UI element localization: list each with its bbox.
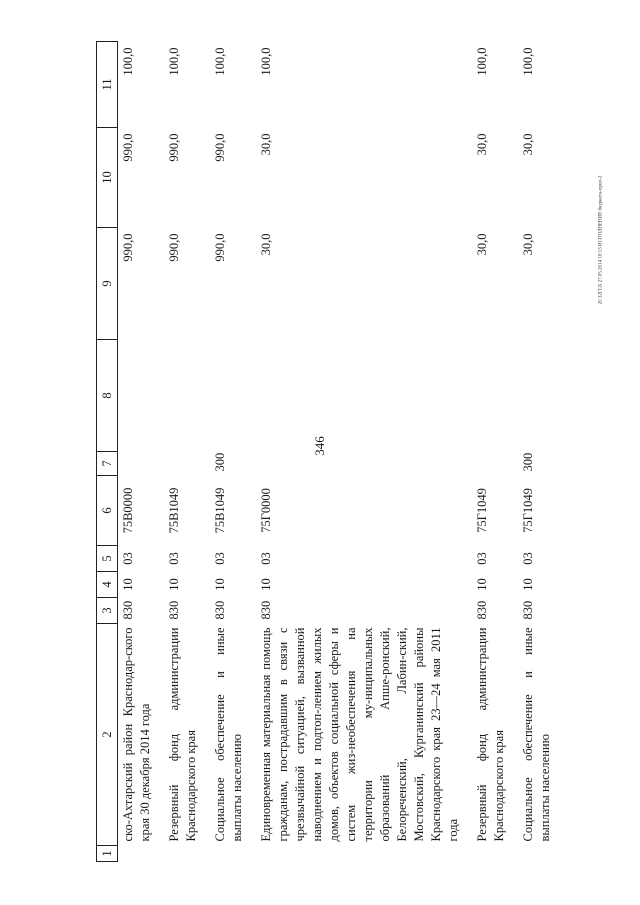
header-cell: 6	[97, 476, 118, 546]
budget-table	[96, 41, 554, 862]
row-value-cell	[462, 452, 508, 476]
row-value-cell: 990,0	[121, 133, 135, 162]
row-value-cell: 300	[521, 452, 535, 472]
row-value-cell	[154, 340, 200, 452]
row-value-cell: 30,0	[259, 233, 273, 256]
row-value-cell: 830	[521, 600, 535, 620]
row-name-cell: ско-Ахтарский район Краснодар-ского края 30 декабря 2014 года	[121, 627, 152, 842]
table-row	[154, 42, 200, 862]
header-cell: 9	[97, 228, 118, 340]
row-value-cell: 75Г1049	[475, 488, 489, 533]
row-spacer-cell	[246, 846, 462, 862]
table-row	[246, 42, 462, 862]
row-value-cell: 990,0	[213, 233, 227, 262]
row-value-cell: 75Г1049	[521, 488, 535, 533]
header-cell: 8	[97, 340, 118, 452]
row-name-cell: Социальное обеспечение и иные выплаты населению	[213, 627, 244, 842]
row-value-cell: 830	[259, 600, 273, 620]
row-value-cell: 990,0	[167, 133, 181, 162]
row-value-cell: 30,0	[259, 133, 273, 156]
row-value-cell: 03	[167, 552, 181, 565]
row-value-cell	[508, 340, 554, 452]
row-name-cell: Резервный фонд администрации Краснодарского края	[167, 627, 198, 842]
row-value-cell: 830	[213, 600, 227, 620]
rotated-budget-table-page	[96, 42, 626, 862]
row-value-cell: 30,0	[475, 233, 489, 256]
table-row	[200, 42, 246, 862]
row-value-cell: 990,0	[213, 133, 227, 162]
header-cell: 4	[97, 572, 118, 598]
row-value-cell: 75В1049	[167, 487, 181, 534]
row-value-cell: 830	[121, 600, 135, 620]
header-cell: 7	[97, 452, 118, 476]
row-value-cell	[462, 340, 508, 452]
row-value-cell: 100,0	[213, 47, 227, 76]
row-value-cell: 100,0	[521, 47, 535, 76]
table-row	[462, 42, 508, 862]
row-value-cell: 03	[121, 552, 135, 565]
row-spacer-cell	[200, 846, 246, 862]
header-cell: 11	[97, 42, 118, 128]
header-cell: 10	[97, 128, 118, 228]
header-cell: 1	[97, 846, 118, 862]
row-spacer-cell	[462, 846, 508, 862]
row-value-cell: 03	[259, 552, 273, 565]
row-name-cell: Резервный фонд администрации Краснодарского края	[475, 627, 506, 842]
row-value-cell: 830	[167, 600, 181, 620]
row-value-cell: 03	[521, 552, 535, 565]
page-number: 346	[312, 436, 327, 456]
row-value-cell: 10	[521, 578, 535, 591]
row-value-cell: 300	[213, 452, 227, 472]
row-value-cell: 10	[475, 578, 489, 591]
row-value-cell	[154, 452, 200, 476]
header-cell: 2	[97, 624, 118, 846]
row-value-cell: 30,0	[475, 133, 489, 156]
row-spacer-cell	[118, 846, 155, 862]
header-cell: 3	[97, 598, 118, 624]
row-value-cell: 75Г0000	[259, 488, 273, 533]
row-value-cell: 10	[121, 578, 135, 591]
row-value-cell: 75В0000	[121, 487, 135, 534]
row-value-cell: 03	[213, 552, 227, 565]
row-value-cell	[246, 340, 462, 452]
row-value-cell: 100,0	[121, 47, 135, 76]
table-header-row	[97, 42, 118, 862]
row-spacer-cell	[508, 846, 554, 862]
row-value-cell: 990,0	[121, 233, 135, 262]
row-value-cell: 10	[213, 578, 227, 591]
document-footer: 20 32ГСА 27.05.2014 10:13 ИСПОЛНЕНИЕ бюджета-прил-2	[598, 175, 604, 305]
row-value-cell: 990,0	[167, 233, 181, 262]
row-name-cell: Социальное обеспечение и иные выплаты населению	[521, 627, 552, 842]
row-value-cell: 100,0	[475, 47, 489, 76]
table-row	[508, 42, 554, 862]
row-value-cell: 10	[259, 578, 273, 591]
row-value-cell: 30,0	[521, 233, 535, 256]
row-spacer-cell	[154, 846, 200, 862]
row-value-cell	[118, 452, 155, 476]
row-value-cell: 03	[475, 552, 489, 565]
table-row	[118, 42, 155, 862]
row-value-cell: 100,0	[167, 47, 181, 76]
row-value-cell	[246, 452, 462, 476]
header-cell: 5	[97, 546, 118, 572]
row-name-cell: Единовременная материальная помощь гражданам, пострадавшим в связи с чрезвычайной ситуацией, вызванной наводнением и подтоп-лением жилых домов, объектов социальной сферы и систем жиз-необеспечения на территории му-ниципальных образований Апше-ронский, Белореченский, Лабин-ский, Мостовский, Курганинский районы Краснодарского края 23—24 мая 2011 года	[259, 627, 460, 842]
row-value-cell: 10	[167, 578, 181, 591]
row-value-cell	[200, 340, 246, 452]
row-value-cell: 830	[475, 600, 489, 620]
row-value-cell: 30,0	[521, 133, 535, 156]
row-value-cell	[118, 340, 155, 452]
row-value-cell: 75В1049	[213, 487, 227, 534]
row-value-cell: 100,0	[259, 47, 273, 76]
